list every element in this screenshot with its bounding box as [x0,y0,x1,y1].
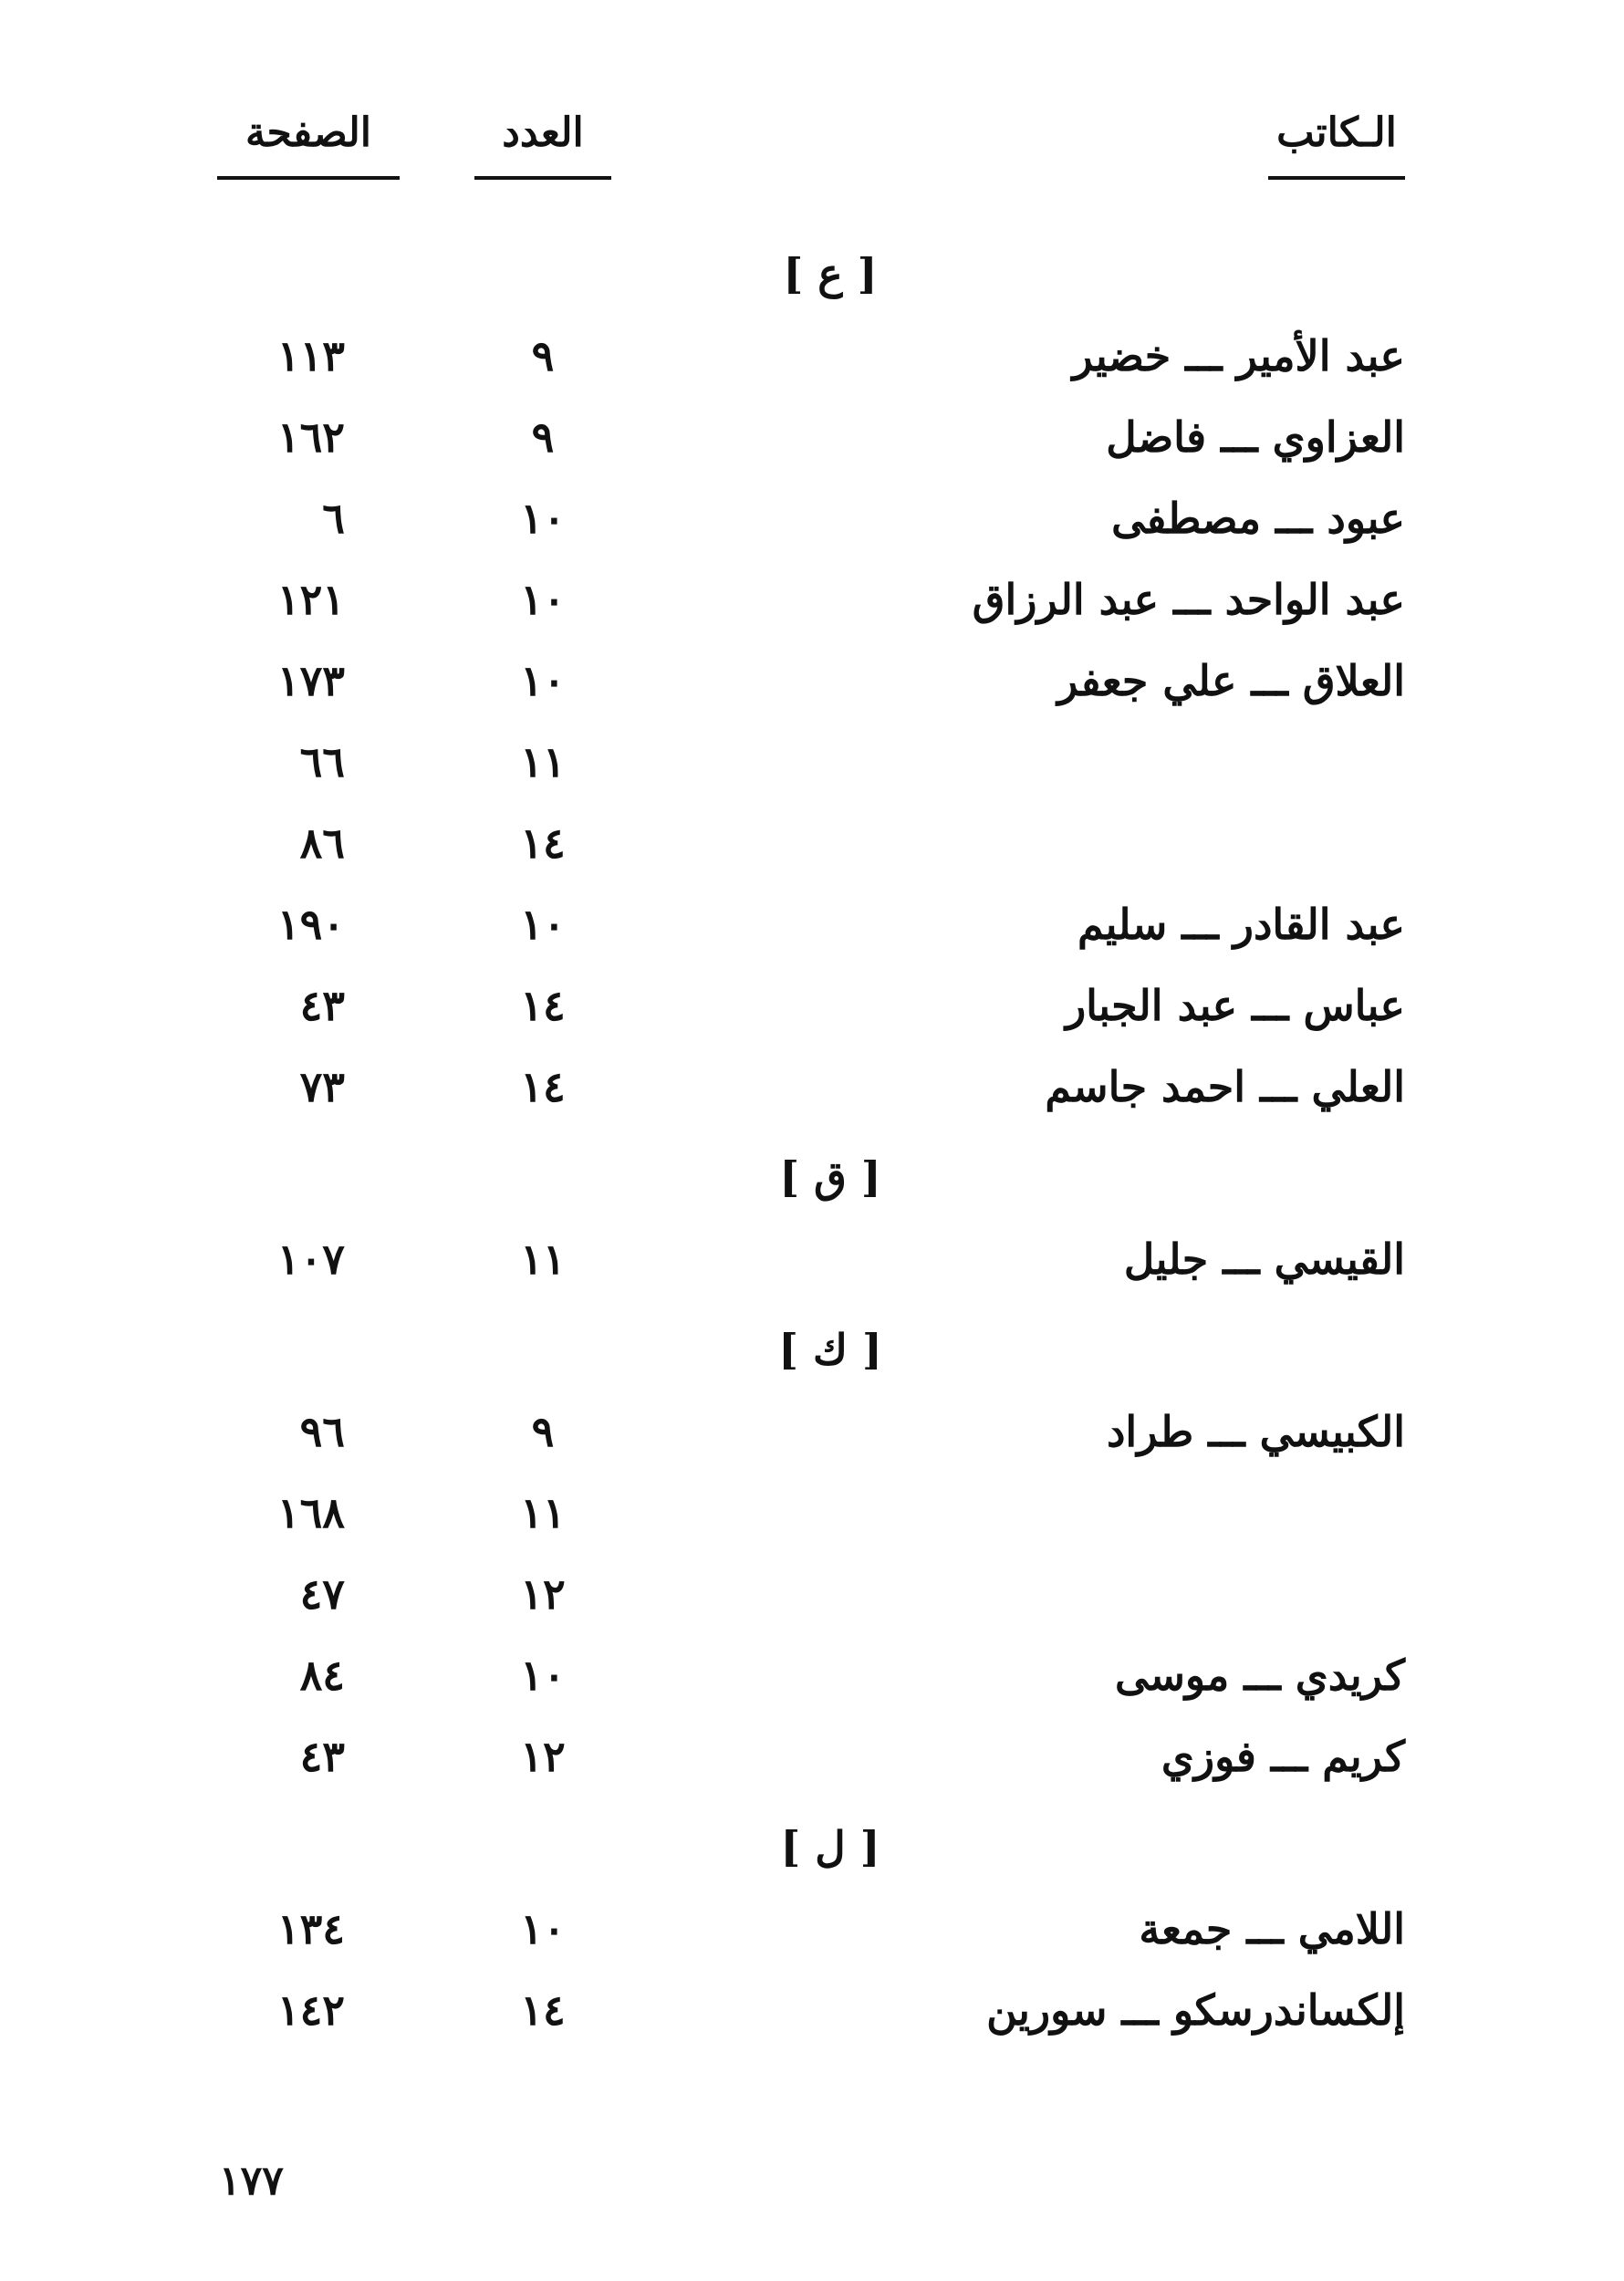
page-reference: ١٤٢ [276,1985,345,2035]
page-reference: ٤٧ [299,1569,345,1619]
section-letter-row [0,1304,1624,1395]
page-reference: ١٦٢ [276,412,345,462]
issue-number: ٩ [531,331,555,380]
issue-number: ٩ [531,1407,555,1456]
table-row [0,1050,1624,1131]
table-row [0,482,1624,563]
author-name: القيسي ـــ جليل [1123,1234,1405,1284]
table-row [0,401,1624,482]
page-reference: ١٩٠ [276,900,345,949]
author-name: اللامي ـــ جمعة [1139,1904,1405,1953]
table-row [0,319,1624,401]
issue-number: ١٤ [520,1985,566,2035]
table-row [0,1476,1624,1557]
page-reference: ١٠٧ [276,1234,345,1284]
issue-number: ١٤ [520,1062,566,1111]
author-name: عبد القادر ـــ سليم [1077,900,1405,949]
index-table [0,228,1624,2055]
page-reference: ٨٤ [299,1651,345,1700]
issue-number: ١١ [520,1488,566,1537]
author-name: العلاق ـــ علي جعفر [1057,656,1405,705]
section-letter: [ ل ] [780,1822,880,1871]
section-letter-row [0,1131,1624,1223]
page-reference: ١٢١ [276,575,345,624]
section-letter-row [0,1801,1624,1892]
table-row [0,725,1624,807]
table-row [0,1974,1624,2055]
section-letter: [ ق ] [779,1152,881,1202]
table-row [0,644,1624,725]
table-row [0,1720,1624,1801]
page-reference: ٨٦ [299,818,345,868]
page-reference: ١١٣ [276,331,345,380]
issue-number: ١٠ [520,575,566,624]
author-name: إلكساندرسكو ـــ سورين [986,1985,1405,2035]
author-column-header: الـكاتب [1268,109,1405,180]
table-row [0,888,1624,969]
page-reference: ٦ [322,494,345,543]
issue-number: ١١ [520,1234,566,1284]
author-name: عبد الأمير ـــ خضير [1072,331,1405,380]
author-name: العزاوي ـــ فاضل [1106,412,1405,462]
issue-number: ١٠ [520,494,566,543]
issue-number: ١٠ [520,1904,566,1953]
issue-number: ١٠ [520,1651,566,1700]
table-row [0,1892,1624,1974]
page-reference: ١٧٣ [276,656,345,705]
page-column-header: الصفحة [217,109,400,180]
page-reference: ١٦٨ [276,1488,345,1537]
issue-number: ١٠ [520,656,566,705]
author-name: العلي ـــ احمد جاسم [1045,1062,1405,1111]
page-reference: ٤٣ [299,1732,345,1781]
page-reference: ١٣٤ [276,1904,345,1953]
issue-number: ١٠ [520,900,566,949]
section-letter: [ ع ] [783,249,878,298]
table-row [0,1639,1624,1720]
page-reference: ٩٦ [299,1407,345,1456]
author-name: عبد الواحد ـــ عبد الرزاق [972,575,1405,624]
table-row [0,563,1624,644]
table-row [0,1223,1624,1304]
author-name: عباس ـــ عبد الجبار [1065,981,1405,1030]
page-reference: ٧٣ [299,1062,345,1111]
author-name: كريدي ـــ موسى [1115,1651,1405,1700]
table-row [0,807,1624,888]
page-reference: ٦٦ [299,737,345,786]
author-name: الكبيسي ـــ طراد [1106,1407,1405,1456]
table-row [0,969,1624,1050]
author-name: كريم ـــ فوزي [1161,1732,1405,1781]
page-number: ١٧٧ [219,2158,284,2204]
issue-number: ١٢ [520,1732,566,1781]
issue-number: ٩ [531,412,555,462]
table-header [0,109,1624,192]
table-row [0,1395,1624,1476]
table-row [0,1557,1624,1639]
issue-number: ١١ [520,737,566,786]
author-name: عبود ـــ مصطفى [1111,494,1405,543]
issue-number: ١٤ [520,818,566,868]
section-letter-row [0,228,1624,319]
section-letter: [ ك ] [778,1325,882,1374]
page-reference: ٤٣ [299,981,345,1030]
issue-number: ١٤ [520,981,566,1030]
issue-column-header: العدد [474,109,611,180]
issue-number: ١٢ [520,1569,566,1619]
